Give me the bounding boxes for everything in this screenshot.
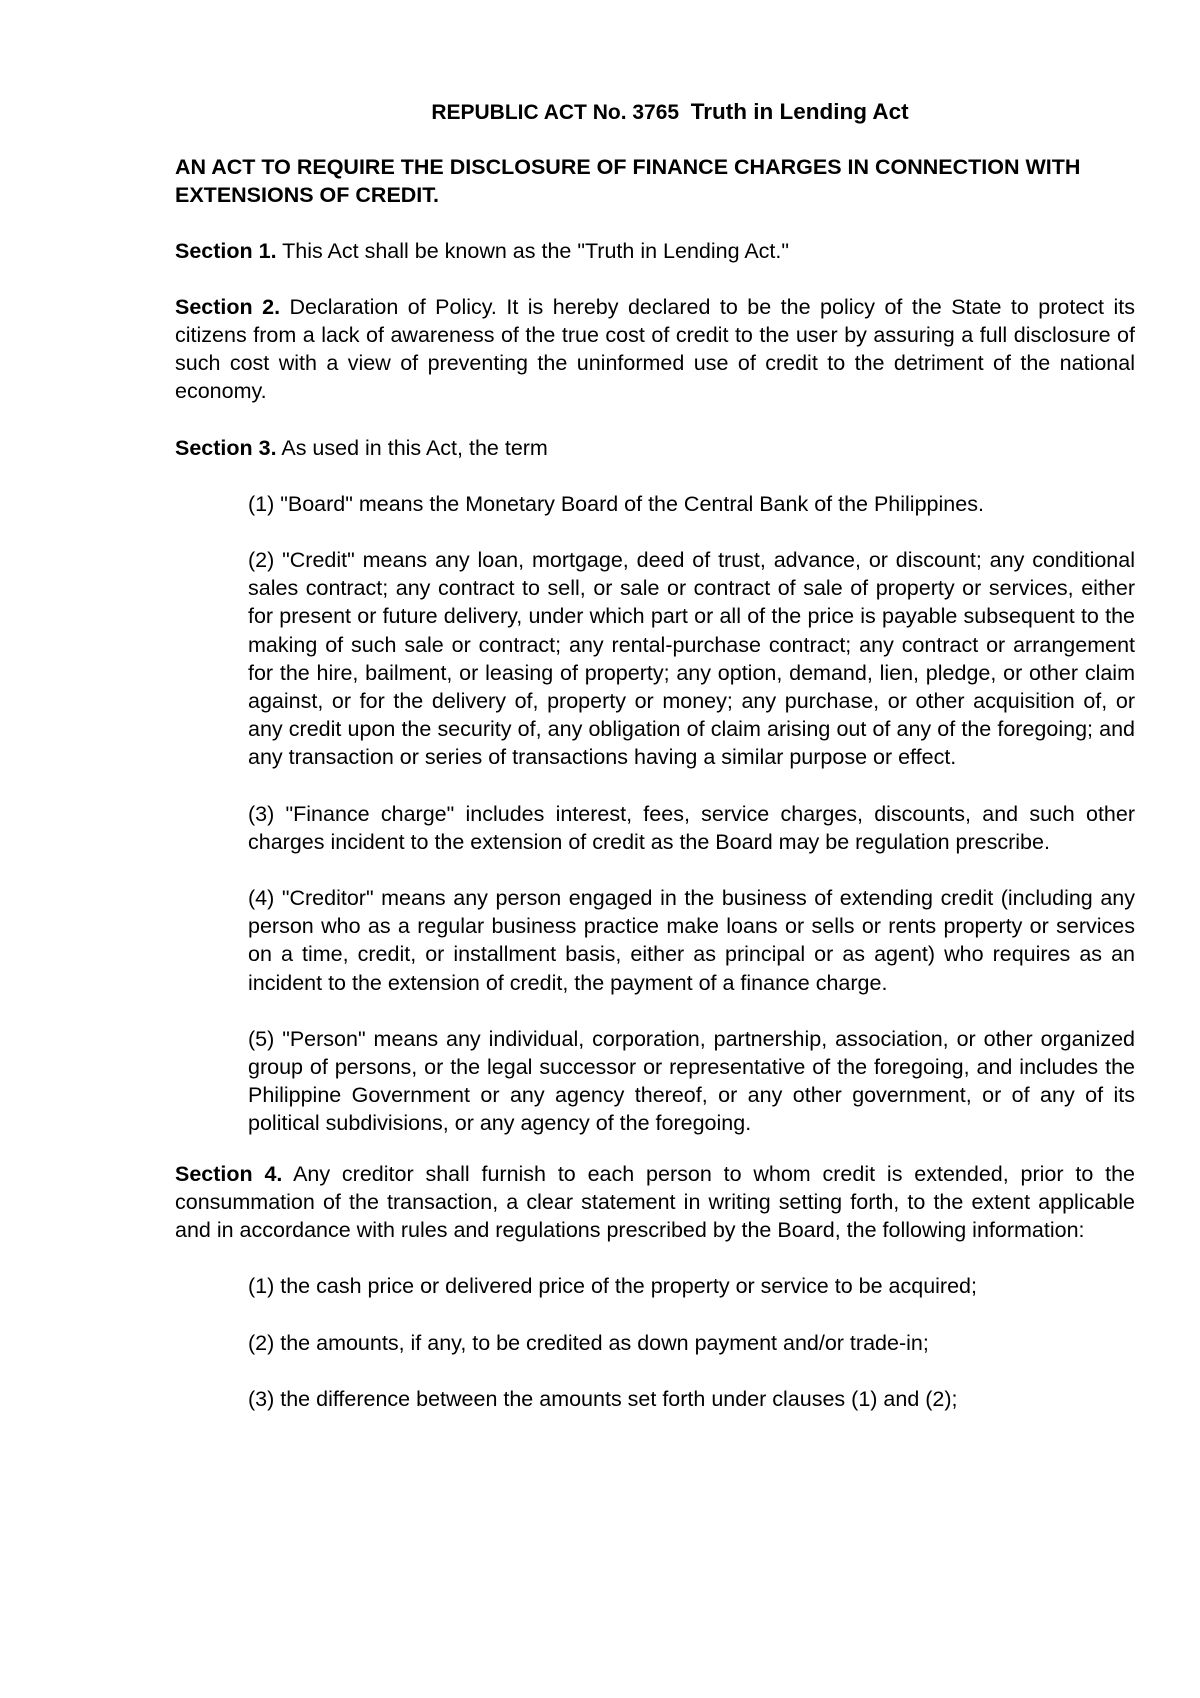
section-1 (175, 237, 1135, 265)
act-heading: AN ACT TO REQUIRE THE DISCLOSURE OF FINANCE CHARGES IN CONNECTION WITH EXTENSIONS OF CREDIT. (175, 155, 1081, 208)
section-4 (175, 1160, 1135, 1245)
section-3-item-1: (1) "Board" means the Monetary Board of the Central Bank of the Philippines. (248, 491, 984, 516)
section-3-item-4: (4) "Creditor" means any person engaged in the business of extending credit (including any person who as a regular business practice make loans or sells or rents property or services on a time, credit, or installment basis, either as principal or as agent) who requires as an incident to the extension of credit, the payment of a finance charge. (248, 886, 1135, 995)
section-3-item-2: (2) "Credit" means any loan, mortgage, deed of trust, advance, or discount; any conditional sales contract; any contract to sell, or sale or contract of sale of property or services, either for present or future delivery, under which part or all of the price is payable subsequent to the making of such sale or contract; any rental-purchase contract; any contract or arrangement for the hire, bailment, or leasing of property; any option, demand, lien, pledge, or other claim against, or for the delivery of, property or money; any purchase, or other acquisition of, or any credit upon the security of, any obligation of claim arising out of any of the foregoing; and any transaction or series of transactions having a similar purpose or effect. (248, 548, 1135, 770)
section-2-text: Declaration of Policy. It is hereby declared to be the policy of the State to protect its citizens from a lack of awareness of the true cost of credit to the user by assuring a full disclosure of such cost with a view of preventing the uninformed use of credit to the detriment of the national economy. (175, 294, 1135, 404)
section-1-label: Section 1. (175, 238, 277, 263)
section-1-text: This Act shall be known as the "Truth in Lending Act." (282, 238, 790, 263)
section-3-item-5: (5) "Person" means any individual, corporation, partnership, association, or other organized group of persons, or the legal successor or representative of the foregoing, and includes the Philippine Government or any agency thereof, or any other government, or of any of its political subdivisions, or any agency of the foregoing. (248, 1026, 1135, 1136)
document-page (175, 98, 1135, 1441)
section-2 (175, 293, 1135, 406)
section-2-label: Section 2. (175, 294, 281, 319)
section-4-item-1: (1) the cash price or delivered price of the property or service to be acquired; (248, 1274, 977, 1299)
act-number: REPUBLIC ACT No. 3765 (431, 101, 680, 124)
section-3 (175, 434, 1135, 462)
section-4-item-2: (2) the amounts, if any, to be credited as down payment and/or trade-in; (248, 1330, 929, 1355)
section-3-text: As used in this Act, the term (281, 435, 548, 460)
section-4-label: Section 4. (175, 1161, 283, 1186)
section-4-item-3: (3) the difference between the amounts set forth under clauses (1) and (2); (248, 1386, 958, 1411)
act-name: Truth in Lending Act (690, 99, 909, 124)
section-3-item-3: (3) "Finance charge" includes interest, fees, service charges, discounts, and such other charges incident to the extension of credit as the Board may be regulation prescribe. (248, 801, 1135, 854)
section-4-text: Any creditor shall furnish to each person to whom credit is extended, prior to the consummation of the transaction, a clear statement in writing setting forth, to the extent applicable and in accordance with rules and regulations prescribed by the Board, the following information: (175, 1161, 1136, 1243)
section-3-label: Section 3. (175, 435, 277, 460)
document-title (175, 98, 1135, 127)
